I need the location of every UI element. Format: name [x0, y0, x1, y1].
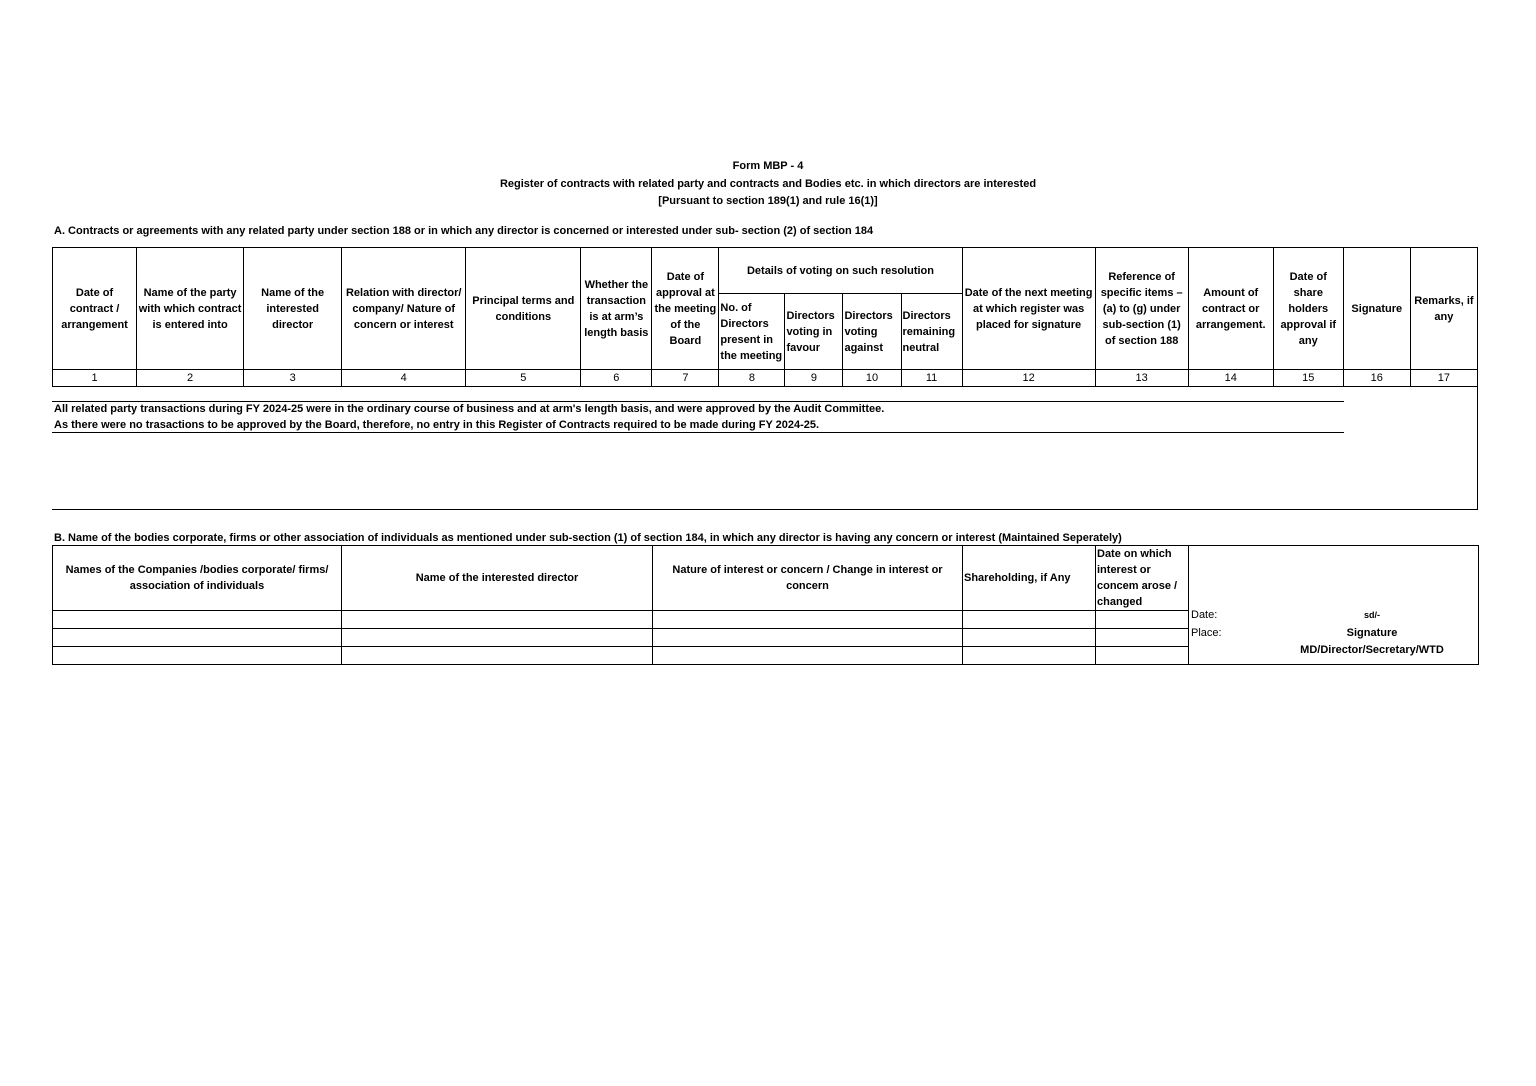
- col-header-board-approval-date: Date of approval at the meeting of the Board: [652, 248, 719, 370]
- table-cell: [963, 611, 1096, 629]
- column-number: 14: [1188, 370, 1273, 387]
- table-cell: [1096, 647, 1189, 665]
- col-header-amount: Amount of contract or arrangement.: [1188, 248, 1273, 370]
- column-number: 1: [53, 370, 137, 387]
- column-number: 3: [244, 370, 342, 387]
- signature-designation: MD/Director/Secretary/WTD: [1300, 644, 1444, 656]
- table-cell: [342, 647, 653, 665]
- col-header-principal-terms: Principal terms and conditions: [466, 248, 581, 370]
- col-header-shareholder-approval: Date of share holders approval if any: [1273, 248, 1343, 370]
- col-header-reference-items: Reference of specific items – (a) to (g) under sub-section (1) of section 188: [1095, 248, 1188, 370]
- column-number: 9: [785, 370, 843, 387]
- col-header-date-arose: Date on which interest or concem arose / changed: [1096, 546, 1189, 611]
- col-header-next-meeting-date: Date of the next meeting at which register was placed for signature: [962, 248, 1095, 370]
- column-number: 15: [1273, 370, 1343, 387]
- form-title: Form MBP - 4: [732, 160, 804, 172]
- table-cell: [653, 647, 963, 665]
- note-audit-committee: All related party transactions during FY 2024-25 were in the ordinary course of business and at arm's length basis, and were approved by the Audit Committee.: [54, 403, 885, 415]
- column-number: 10: [843, 370, 901, 387]
- col-header-relation: Relation with director/ company/ Nature of concern or interest: [342, 248, 466, 370]
- column-number: 5: [466, 370, 581, 387]
- table-cell: [963, 647, 1096, 665]
- col-header-interested-director: Name of the interested director: [342, 546, 653, 611]
- col-header-remarks: Remarks, if any: [1410, 248, 1477, 370]
- table-cell: [963, 629, 1096, 647]
- col-header-date-of-contract: Date of contract / arrangement: [53, 248, 137, 370]
- signature-sd: sd/-: [1363, 610, 1380, 620]
- note-no-board-entries: As there were no trasactions to be approved by the Board, therefore, no entry in this Register of Contracts required to be made during FY 2024-25.: [54, 419, 820, 431]
- column-number: 8: [719, 370, 785, 387]
- column-number: 4: [342, 370, 466, 387]
- column-number: 16: [1343, 370, 1410, 387]
- section-a-heading: A. Contracts or agreements with any related party under section 188 or in which any director is concerned or interested under sub- section (2) of section 184: [54, 225, 874, 237]
- col-header-companies: Names of the Companies /bodies corporate/ firms/ association of individuals: [53, 546, 342, 611]
- column-number: 7: [652, 370, 719, 387]
- col-header-directors-present: No. of Directors present in the meeting: [719, 294, 785, 370]
- column-number: 11: [901, 370, 962, 387]
- column-number: 12: [962, 370, 1095, 387]
- column-number: 2: [137, 370, 244, 387]
- table-cell: [653, 629, 963, 647]
- col-header-voting-group: Details of voting on such resolution: [719, 248, 962, 294]
- column-number: 6: [581, 370, 652, 387]
- table-cell: [53, 647, 342, 665]
- table-cell: [53, 629, 342, 647]
- col-header-voting-favour: Directors voting in favour: [785, 294, 843, 370]
- note-divider: [52, 432, 1344, 433]
- table-cell: [342, 629, 653, 647]
- col-header-arms-length: Whether the transaction is at arm’s length basis: [581, 248, 652, 370]
- table-cell: [653, 611, 963, 629]
- table-cell: [1096, 629, 1189, 647]
- table-cell: [1096, 611, 1189, 629]
- col-header-voting-against: Directors voting against: [843, 294, 901, 370]
- col-header-shareholding: Shareholding, if Any: [963, 546, 1096, 611]
- table-cell: [342, 611, 653, 629]
- col-header-interested-director: Name of the interested director: [244, 248, 342, 370]
- contracts-table: [52, 247, 1478, 387]
- col-header-remaining-neutral: Directors remaining neutral: [901, 294, 962, 370]
- section-b-heading: B. Name of the bodies corporate, firms or other association of individuals as mentioned under sub-section (1) of section 184, in which any director is having any concern or interest (Maintained Seperately): [54, 532, 1122, 544]
- pursuant-line: [Pursuant to section 189(1) and rule 16(1)]: [658, 195, 878, 207]
- register-subtitle: Register of contracts with related party and contracts and Bodies etc. in which directors are interested: [499, 178, 1037, 190]
- col-header-nature-of-interest: Nature of interest or concern / Change in interest or concern: [653, 546, 963, 611]
- table-cell: [53, 611, 342, 629]
- col-header-party-name: Name of the party with which contract is entered into: [137, 248, 244, 370]
- signature-date-label: Date:: [1191, 609, 1218, 621]
- column-number: 17: [1410, 370, 1477, 387]
- col-header-signature: Signature: [1343, 248, 1410, 370]
- signature-label: Signature: [1346, 627, 1398, 639]
- column-number: 13: [1095, 370, 1188, 387]
- signature-place-label: Place:: [1191, 627, 1222, 639]
